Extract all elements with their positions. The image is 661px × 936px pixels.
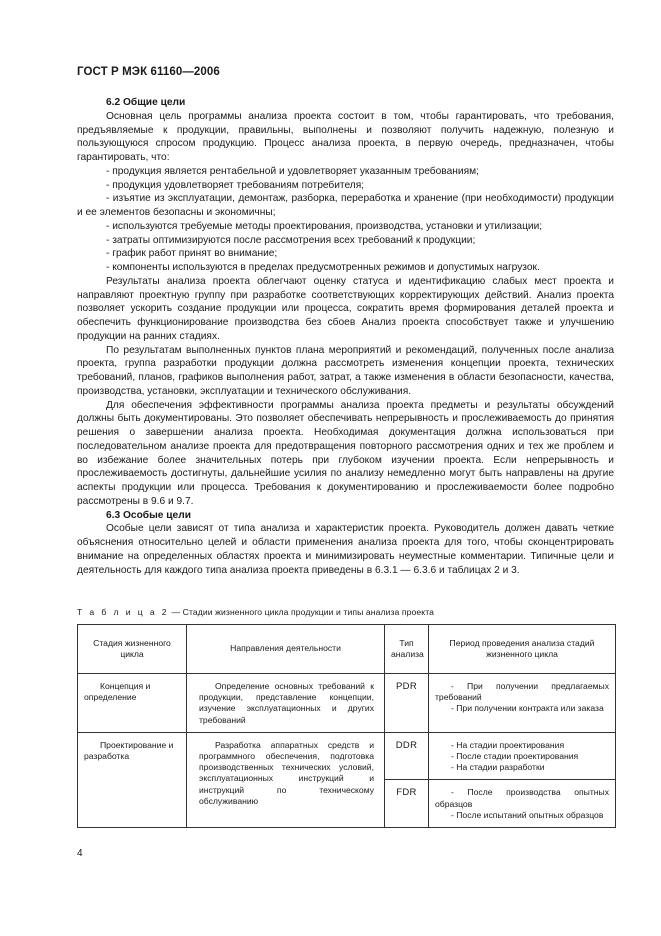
table-row bbox=[78, 674, 616, 733]
cell-type: PDR bbox=[385, 674, 429, 733]
header-direction: Направления деятельности bbox=[187, 625, 385, 674]
document-header: ГОСТ Р МЭК 61160—2006 bbox=[77, 66, 220, 78]
period-item: - После испытаний опытных образцов bbox=[451, 809, 604, 820]
section-6-3-paragraph: Особые цели зависят от типа анализа и характеристик проекта. Руководитель должен давать четкие объяснения относительно целей и области применения анализа проекта для того, чтобы сконцентрировать внимание на определенных областях проекта и минимизировать неуместные комментарии. Типичные цели и деятельность для каждого типа анализа проекта приведены в 6.3.1 — 6.3.6 и таблицах 2 и 3. bbox=[77, 523, 614, 576]
cell-direction: Определение основных требований к продукции, представление концепции, изучение эксплуатационных и других требований bbox=[187, 674, 385, 733]
table-caption bbox=[77, 607, 434, 617]
section-6-2-paragraph: Для обеспечения эффективности программы анализа проекта предметы и результаты обсуждений должны быть документированы. Это позволяет обеспечивать непрерывность и прослеживаемость до принятия решения о завершении анализа проекта. Необходимая документация должна использоваться при последовательном анализе проекта для предотвращения повторного рассмотрения одних и тех же проблем и во избежание более значительных потерь при глубоком изучении проекта. Если непрерывность и прослеживаемость достигнуты, дальнейшие усилия по анализу немедленно могут быть направлены на другие аспекты продукции или процесса. Требования к документированию и прослеживаемости более подробно рассмотрены в 9.6 и 9.7. bbox=[77, 399, 614, 507]
header-stage: Стадия жизненного цикла bbox=[78, 625, 187, 674]
period-item: - При получении контракта или заказа bbox=[451, 703, 604, 714]
lifecycle-table bbox=[77, 624, 616, 828]
table-row bbox=[78, 732, 616, 780]
cell-type: DDR bbox=[385, 732, 429, 780]
bullet-item: - используются требуемые методы проектирования, производства, установки и утилизации; bbox=[106, 220, 543, 232]
cell-stage: Проектирование и разработка bbox=[78, 732, 187, 827]
section-6-3-heading: 6.3 Особые цели bbox=[106, 509, 191, 521]
section-6-2-paragraph: По результатам выполненных пунктов плана мероприятий и рекомендаций, полученных после анализа проекта, группа разработки продукции должна рассмотреть изменения концепции проекта, технических требований, планов, графиков выполнения работ, затрат, а также изменения в области безопасности, качества, производства, установки, эксплуатации и технического обслуживания. bbox=[77, 344, 614, 397]
bullet-item: - график работ принят во внимание; bbox=[106, 248, 278, 260]
period-item: - На стадии проектирования bbox=[451, 739, 565, 750]
bullet-item: - затраты оптимизируются после рассмотрения всех требований к продукции; bbox=[106, 234, 476, 246]
header-type: Тип анализа bbox=[385, 625, 429, 674]
header-period: Период проведения анализа стадий жизненного цикла bbox=[429, 625, 616, 674]
cell-period bbox=[429, 780, 616, 828]
bullet-item: - компоненты используются в пределах предусмотренных режимов и допустимых нагрузок. bbox=[106, 262, 540, 273]
cell-stage: Концепция и определение bbox=[78, 674, 187, 733]
period-item: - При получении предлагаемых требований bbox=[435, 681, 609, 703]
main-text bbox=[77, 96, 614, 577]
period-item: - На стадии разработки bbox=[451, 762, 545, 773]
section-6-2-intro: Основная цель программы анализа проекта состоит в том, чтобы гарантировать, что требования, предъявляемые к продукции, правильны, выполнены и позволяют получить надежную, полезную и пользующуюся спросом продукцию. Процесс анализа проекта, в первую очередь, предназначен, чтобы гарантировать, что: bbox=[77, 110, 614, 163]
bullet-item: - изъятие из эксплуатации, демонтаж, разборка, переработка и хранение (при необходимости) продукции и ее элементов безопасны и экономичны; bbox=[77, 193, 614, 218]
cell-direction: Разработка аппаратных средств и программного обеспечения, подготовка производственных технических условий, эксплуатационных инструкций и инструкций по техническому обслуживанию bbox=[187, 732, 385, 827]
bullet-item: - продукция удовлетворяет требованиям потребителя; bbox=[106, 179, 365, 191]
table-caption-text: — Стадии жизненного цикла продукции и типы анализа проекта bbox=[168, 607, 435, 617]
table-header-row bbox=[78, 625, 616, 674]
cell-period bbox=[429, 674, 616, 733]
table-caption-label: Т а б л и ц а 2 bbox=[77, 607, 169, 617]
section-6-2-heading: 6.2 Общие цели bbox=[106, 97, 186, 108]
period-item: - После производства опытных образцов bbox=[435, 787, 609, 809]
cell-period bbox=[429, 732, 616, 780]
section-6-2-paragraph: Результаты анализа проекта облегчают оценку статуса и идентификацию слабых мест проекта и направляют проектную группу при разработке соответствующих корректирующих действий. Анализ проекта позволяет ускорить создание продукции или процесса, сократить время формирования деталей проекта и обеспечить функционирование производства без сбоев Анализ проекта способствует также и улучшению продукции на ранних стадиях. bbox=[77, 275, 614, 342]
cell-type: FDR bbox=[385, 780, 429, 828]
bullet-item: - продукция является рентабельной и удовлетворяет указанным требованиям; bbox=[106, 165, 479, 177]
period-item: - После стадии проектирования bbox=[451, 751, 579, 762]
page-number: 4 bbox=[77, 848, 83, 859]
